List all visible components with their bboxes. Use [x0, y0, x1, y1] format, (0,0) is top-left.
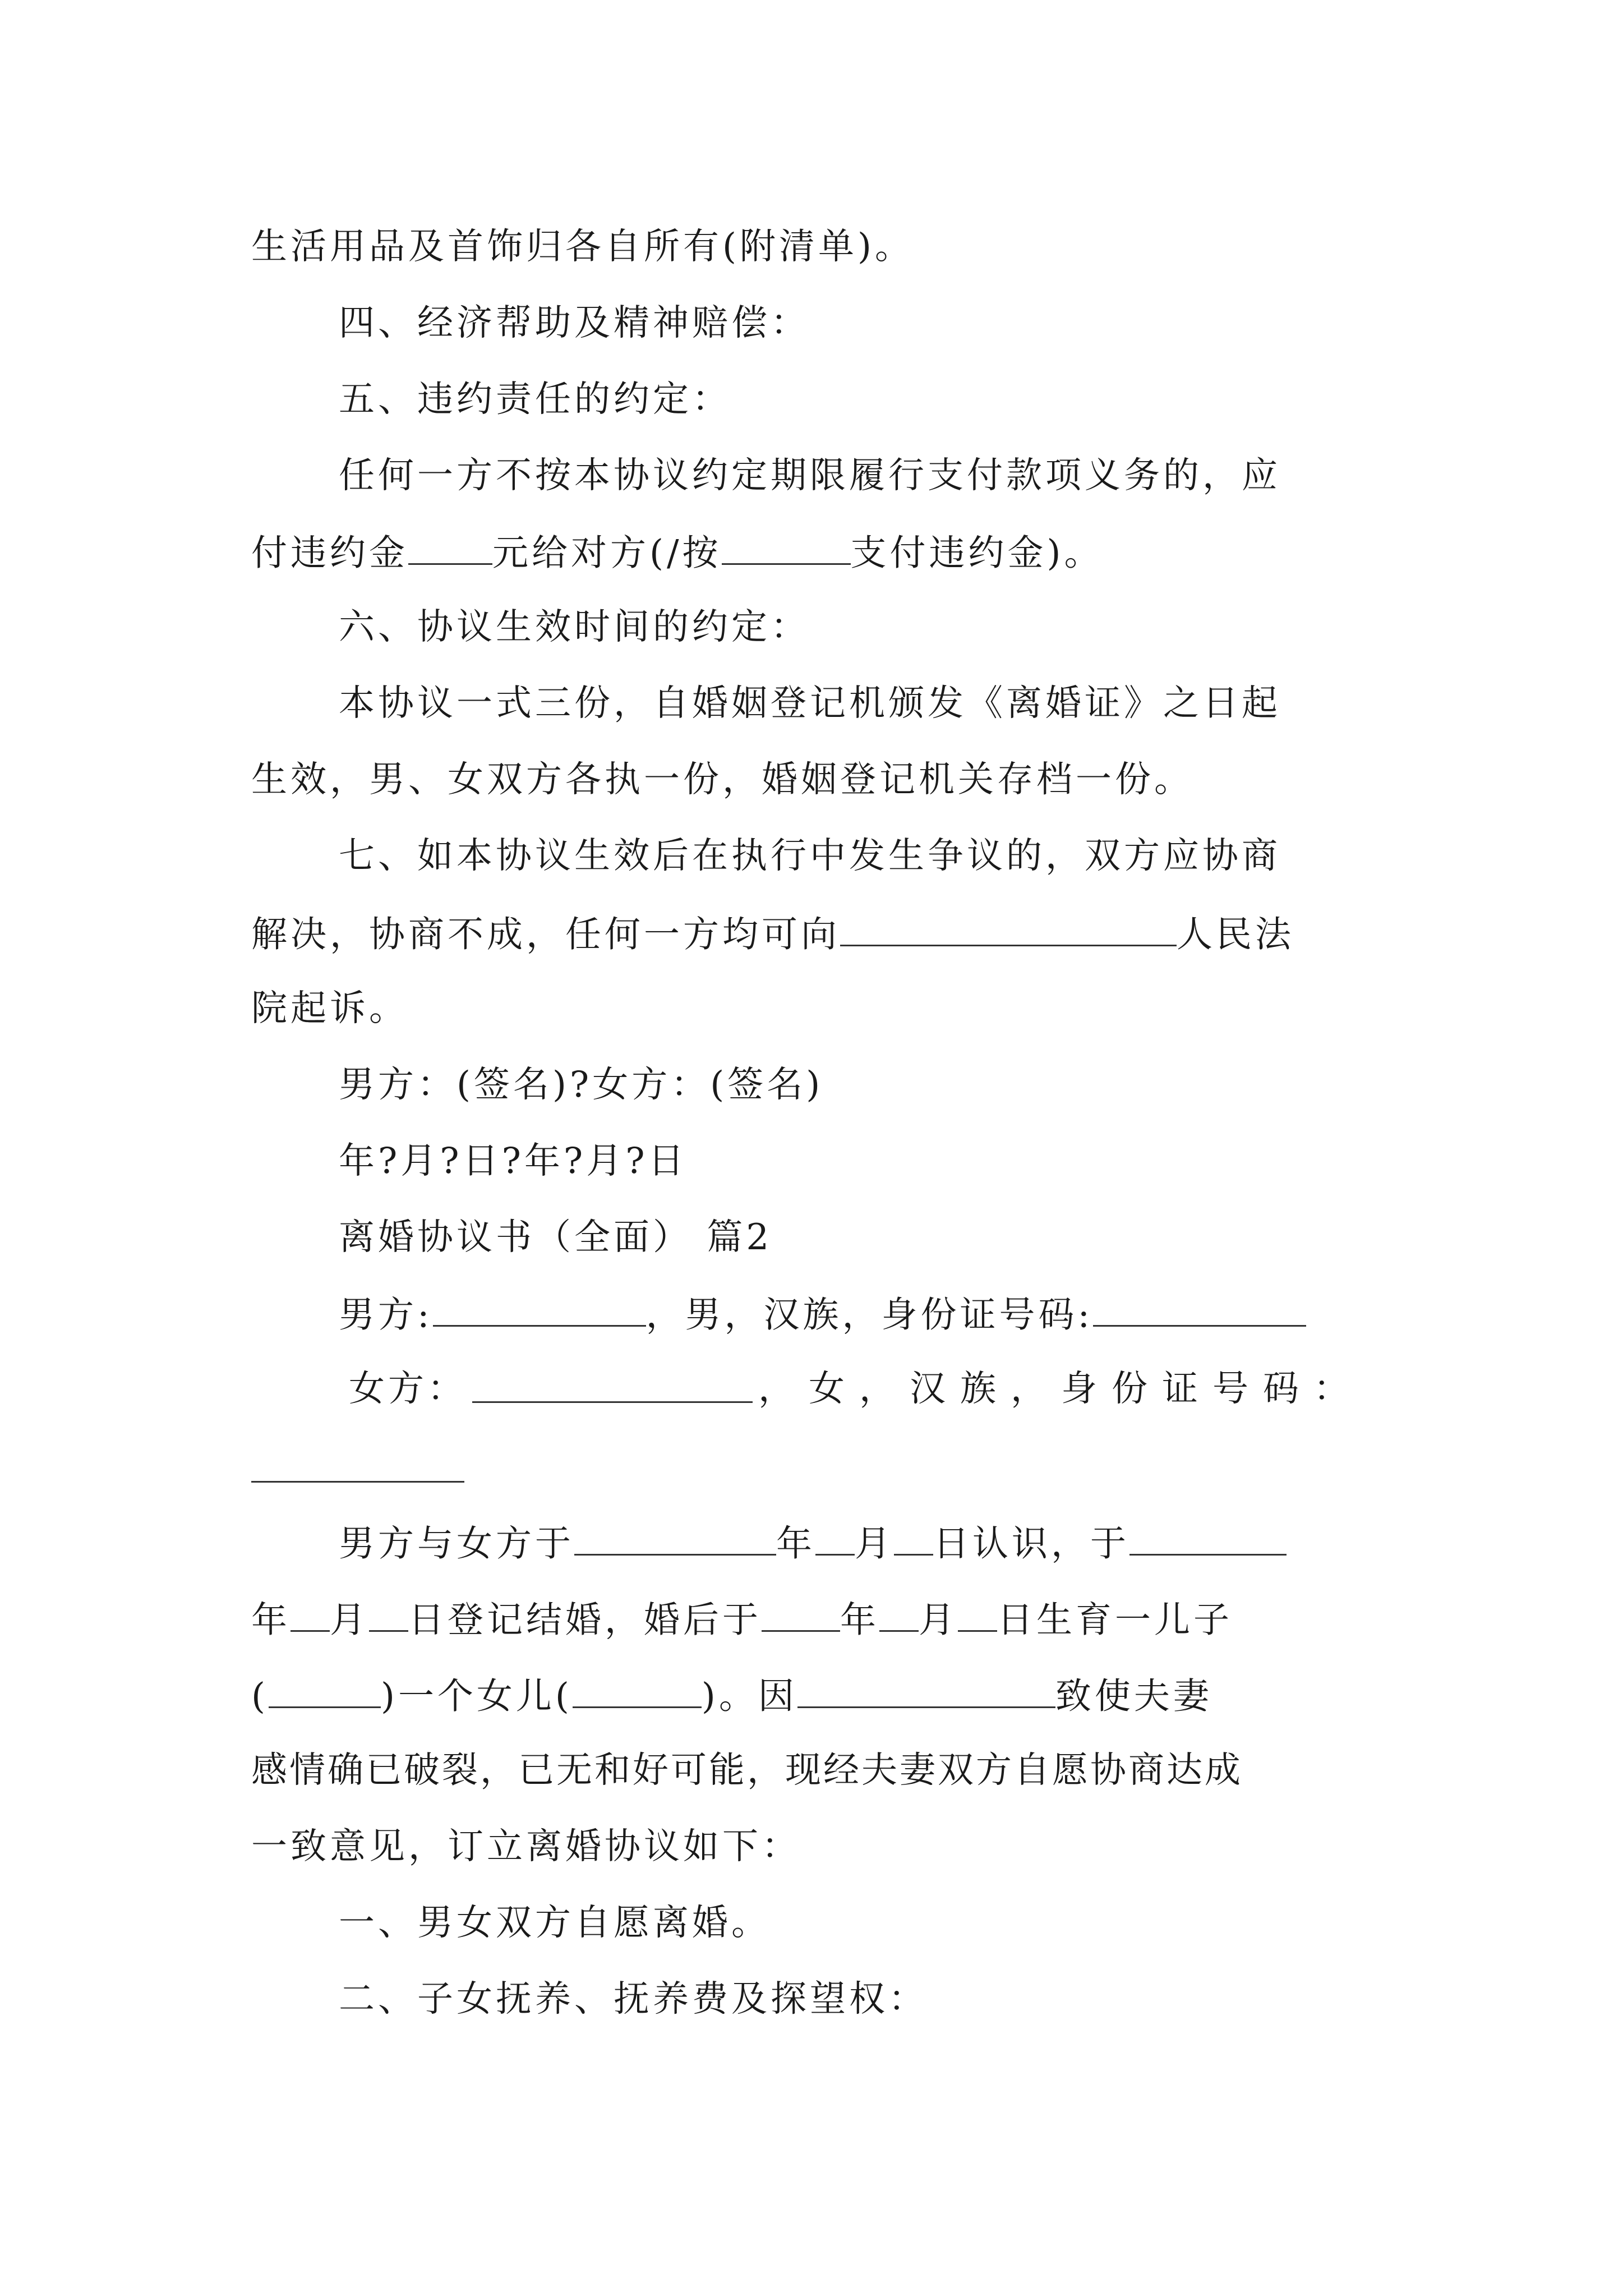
- clause-voluntary-divorce: 一、男女双方自愿离婚。: [339, 1902, 771, 1944]
- male-party-line: [339, 1294, 1390, 1336]
- heading-effective-time: 六、协议生效时间的约定：: [339, 606, 810, 648]
- fill-blank-birth-month: [879, 1600, 919, 1632]
- fill-blank-meet-day: [894, 1524, 933, 1556]
- paragraph-effective-1: 本协议一式三份，自婚姻登记机颁发《离婚证》之日起: [339, 683, 1281, 724]
- fill-blank-marry-year: [1129, 1524, 1287, 1556]
- fill-blank-birth-year: [762, 1600, 840, 1632]
- fill-blank-penalty-amount: [408, 533, 492, 565]
- paragraph-breach-1: 任何一方不按本协议约定期限履行支付款项义务的，应: [339, 455, 1281, 496]
- fill-blank-daughter-name: [573, 1676, 702, 1708]
- text-segment: 日认识，于: [933, 1523, 1129, 1565]
- text-segment: 人民法: [1177, 914, 1294, 956]
- section-title-part-2: 离婚协议书（全面） 篇2: [339, 1217, 773, 1258]
- text-segment: 解决，协商不成，任何一方均可向: [251, 914, 840, 956]
- fill-blank-meet-month: [815, 1524, 855, 1556]
- fill-blank-female-id: [251, 1481, 464, 1483]
- text-segment: 日生育一儿子: [997, 1599, 1233, 1641]
- fill-blank-penalty-terms: [722, 533, 851, 565]
- text-segment: 年: [840, 1599, 879, 1641]
- heading-economic-help: 四、经济帮助及精神赔偿：: [339, 302, 810, 344]
- text-segment: 月: [330, 1599, 369, 1641]
- text-segment: )。因: [701, 1676, 797, 1718]
- fill-blank-female-name: [472, 1371, 753, 1403]
- text-segment: ，女，汉族，身份证号码：: [758, 1368, 1364, 1410]
- fill-blank-court: [840, 914, 1177, 946]
- fill-blank-marry-day: [369, 1600, 408, 1632]
- text-segment: 日登记结婚，婚后于: [408, 1599, 762, 1641]
- paragraph-acquaintance-5: 一致意见，订立离婚协议如下：: [251, 1826, 801, 1867]
- paragraph-acquaintance-1: [339, 1523, 1390, 1565]
- paragraph-dispute-1: 七、如本协议生效后在执行中发生争议的，双方应协商: [339, 835, 1281, 877]
- paragraph-dispute-3: 院起诉。: [251, 988, 408, 1029]
- heading-breach-liability: 五、违约责任的约定：: [339, 379, 731, 420]
- fill-blank-reason: [797, 1676, 1055, 1708]
- text-segment: 致使夫妻: [1055, 1676, 1212, 1718]
- paragraph-acquaintance-2: [251, 1599, 1390, 1641]
- paragraph-effective-2: 生效，男、女双方各执一份，婚姻登记机关存档一份。: [251, 759, 1193, 800]
- signature-line: 男方：(签名)?女方：(签名): [339, 1064, 824, 1106]
- text-segment: 女方：: [349, 1368, 467, 1410]
- female-party-line: [349, 1368, 1364, 1410]
- date-line: 年?月?日?年?月?日: [339, 1140, 688, 1182]
- line-living-items: 生活用品及首饰归各自所有(附清单)。: [251, 226, 914, 268]
- text-segment: 年: [251, 1599, 291, 1641]
- fill-blank-male-id: [1093, 1295, 1306, 1327]
- paragraph-breach-2: [251, 532, 1390, 574]
- paragraph-dispute-2: [251, 914, 1390, 956]
- text-segment: (: [251, 1676, 269, 1718]
- text-segment: ，男，汉族，身份证号码:: [645, 1294, 1094, 1336]
- text-segment: 付违约金: [251, 532, 408, 574]
- fill-blank-marry-month: [291, 1600, 330, 1632]
- fill-blank-birth-day: [958, 1600, 997, 1632]
- fill-blank-son-name: [269, 1676, 381, 1708]
- heading-child-custody: 二、子女抚养、抚养费及探望权：: [339, 1978, 928, 2020]
- text-segment: )一个女儿(: [380, 1676, 573, 1718]
- fill-blank-male-name: [433, 1295, 646, 1327]
- text-segment: 年: [776, 1523, 815, 1565]
- text-segment: 支付违约金)。: [850, 532, 1104, 574]
- paragraph-acquaintance-4: 感情确已破裂，已无和好可能，现经夫妻双方自愿协商达成: [251, 1750, 1243, 1791]
- text-segment: 月: [855, 1523, 894, 1565]
- text-segment: 元给对方(/按: [492, 532, 722, 574]
- text-segment: 男方:: [339, 1294, 433, 1336]
- text-segment: 月: [919, 1599, 958, 1641]
- text-segment: 男方与女方于: [339, 1523, 574, 1565]
- fill-blank-meet-year: [574, 1524, 776, 1556]
- paragraph-acquaintance-3: [251, 1676, 1390, 1718]
